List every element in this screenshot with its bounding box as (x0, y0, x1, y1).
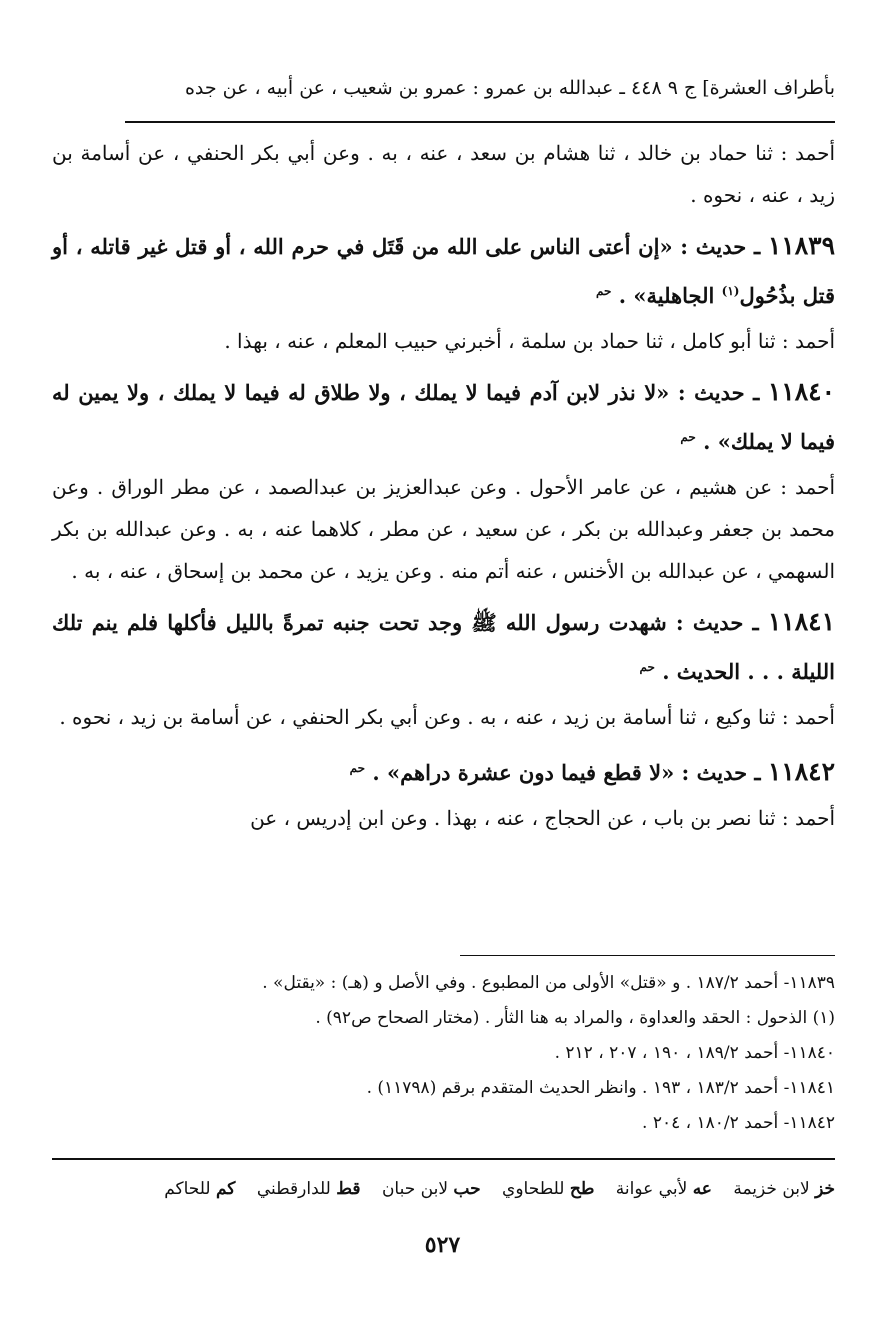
legend-item: قط للدارقطني (256, 1179, 361, 1199)
chain-text: أحمد : عن هشيم ، عن عامر الأحول . وعن عبدالعزيز بن عبدالصمد ، عن مطر الوراق . وعن محمد بن جعفر وعبدالله بن بكر ، عن سعيد ، عن مطر ، كلاهما عنه ، به . وعن عبدالله بن بكر السهمي ، عن عبدالله بن الأخنس ، عنه أتم منه . وعن يزيد ، عن محمد بن إسحاق ، عنه ، به . (52, 475, 835, 583)
footnotes (55, 966, 835, 1141)
legend-rule (52, 1158, 835, 1160)
source-mark: حم (680, 430, 696, 444)
hadith-11842 (52, 746, 835, 795)
header-rule (125, 121, 835, 123)
footnote-rule (460, 955, 835, 956)
paragraph-chain-5 (52, 797, 835, 839)
hadith-number: ١١٨٤١ (767, 607, 835, 636)
legend-item: طح للطحاوي (502, 1179, 595, 1199)
legend-item: كم للحاكم (164, 1179, 236, 1199)
paragraph-chain-2 (52, 320, 835, 362)
hadith-text: ـ حديث : «لا قطع فيما دون عشرة دراهم» . (372, 760, 768, 785)
hadith-text: ـ حديث : «إن أعتى الناس على الله من قَتَل في حرم الله ، أو قتل غير قاتله ، أو قتل بذُحُول (52, 234, 835, 308)
paragraph-chain-3 (52, 466, 835, 592)
legend-item: عه لأبي عوانة (615, 1179, 712, 1199)
hadith-text: ـ حديث : «لا نذر لابن آدم فيما لا يملك ، ولا طلاق له فيما لا يملك ، ولا يمين له فيما لا يملك» . (52, 380, 835, 454)
chain-text: أحمد : ثنا حماد بن خالد ، ثنا هشام بن سعد ، عنه ، به . وعن أبي بكر الحنفي ، عن أسامة بن زيد ، عنه ، نحوه . (52, 141, 835, 207)
source-mark: حم (596, 284, 612, 298)
hadith-text-end: الجاهلية» . (618, 283, 722, 308)
chain-text: أحمد : ثنا وكيع ، ثنا أسامة بن زيد ، عنه ، به . وعن أبي بكر الحنفي ، عن أسامة بن زيد ، نحوه . (59, 705, 835, 729)
hadith-text: ـ حديث : شهدت رسول الله ﷺ وجد تحت جنبه تمرةً بالليل فأكلها فلم ينم تلك الليلة . . . الحديث . (52, 610, 835, 684)
source-mark: حم (349, 761, 366, 775)
running-head: بأطراف العشرة] ج ٩ ٤٤٨ ـ عبدالله بن عمرو : عمرو بن شعيب ، عن أبيه ، عن جده (184, 77, 835, 99)
paragraph-chain-4 (52, 696, 835, 738)
hadith-11841 (52, 600, 835, 694)
footnote-11842: ١١٨٤٢- أحمد ١٨٠/٢ ، ٢٠٤ . (642, 1113, 835, 1133)
hadith-number: ١١٨٤٠ (767, 377, 835, 406)
footnote-ref: (١) (721, 284, 740, 298)
paragraph-chain-1 (52, 132, 835, 216)
page-number: ٥٢٧ (424, 1232, 461, 1258)
footnote-1: (١) الذحول : الحقد والعداوة ، والمراد به هنا الثأر . (مختار الصحاح ص٩٢) . (315, 1008, 835, 1028)
footnote-11841: ١١٨٤١- أحمد ١٨٣/٢ ، ١٩٣ . وانظر الحديث المتقدم برقم (١١٧٩٨) . (366, 1078, 835, 1098)
hadith-number: ١١٨٤٢ (767, 757, 835, 786)
chain-text: أحمد : ثنا أبو كامل ، ثنا حماد بن سلمة ، أخبرني حبيب المعلم ، عنه ، بهذا . (224, 329, 835, 353)
chain-text: أحمد : ثنا نصر بن باب ، عن الحجاج ، عنه ، بهذا . وعن ابن إدريس ، عن (250, 806, 835, 830)
hadith-11840 (52, 370, 835, 464)
hadith-number: ١١٨٣٩ (767, 231, 835, 260)
abbreviation-legend (52, 1175, 835, 1203)
footnote-11839: ١١٨٣٩- أحمد ١٨٧/٢ . و «قتل» الأولى من المطبوع . وفي الأصل و (هـ) : «يقتل» . (262, 973, 835, 993)
source-mark: حم (639, 660, 655, 674)
footnote-11840: ١١٨٤٠- أحمد ١٨٩/٢ ، ١٩٠ ، ٢٠٧ ، ٢١٢ . (554, 1043, 835, 1063)
main-text (52, 132, 835, 839)
legend-item: خز لابن خزيمة (733, 1179, 835, 1199)
legend-item: حب لابن حبان (381, 1179, 481, 1199)
hadith-11839 (52, 224, 835, 318)
